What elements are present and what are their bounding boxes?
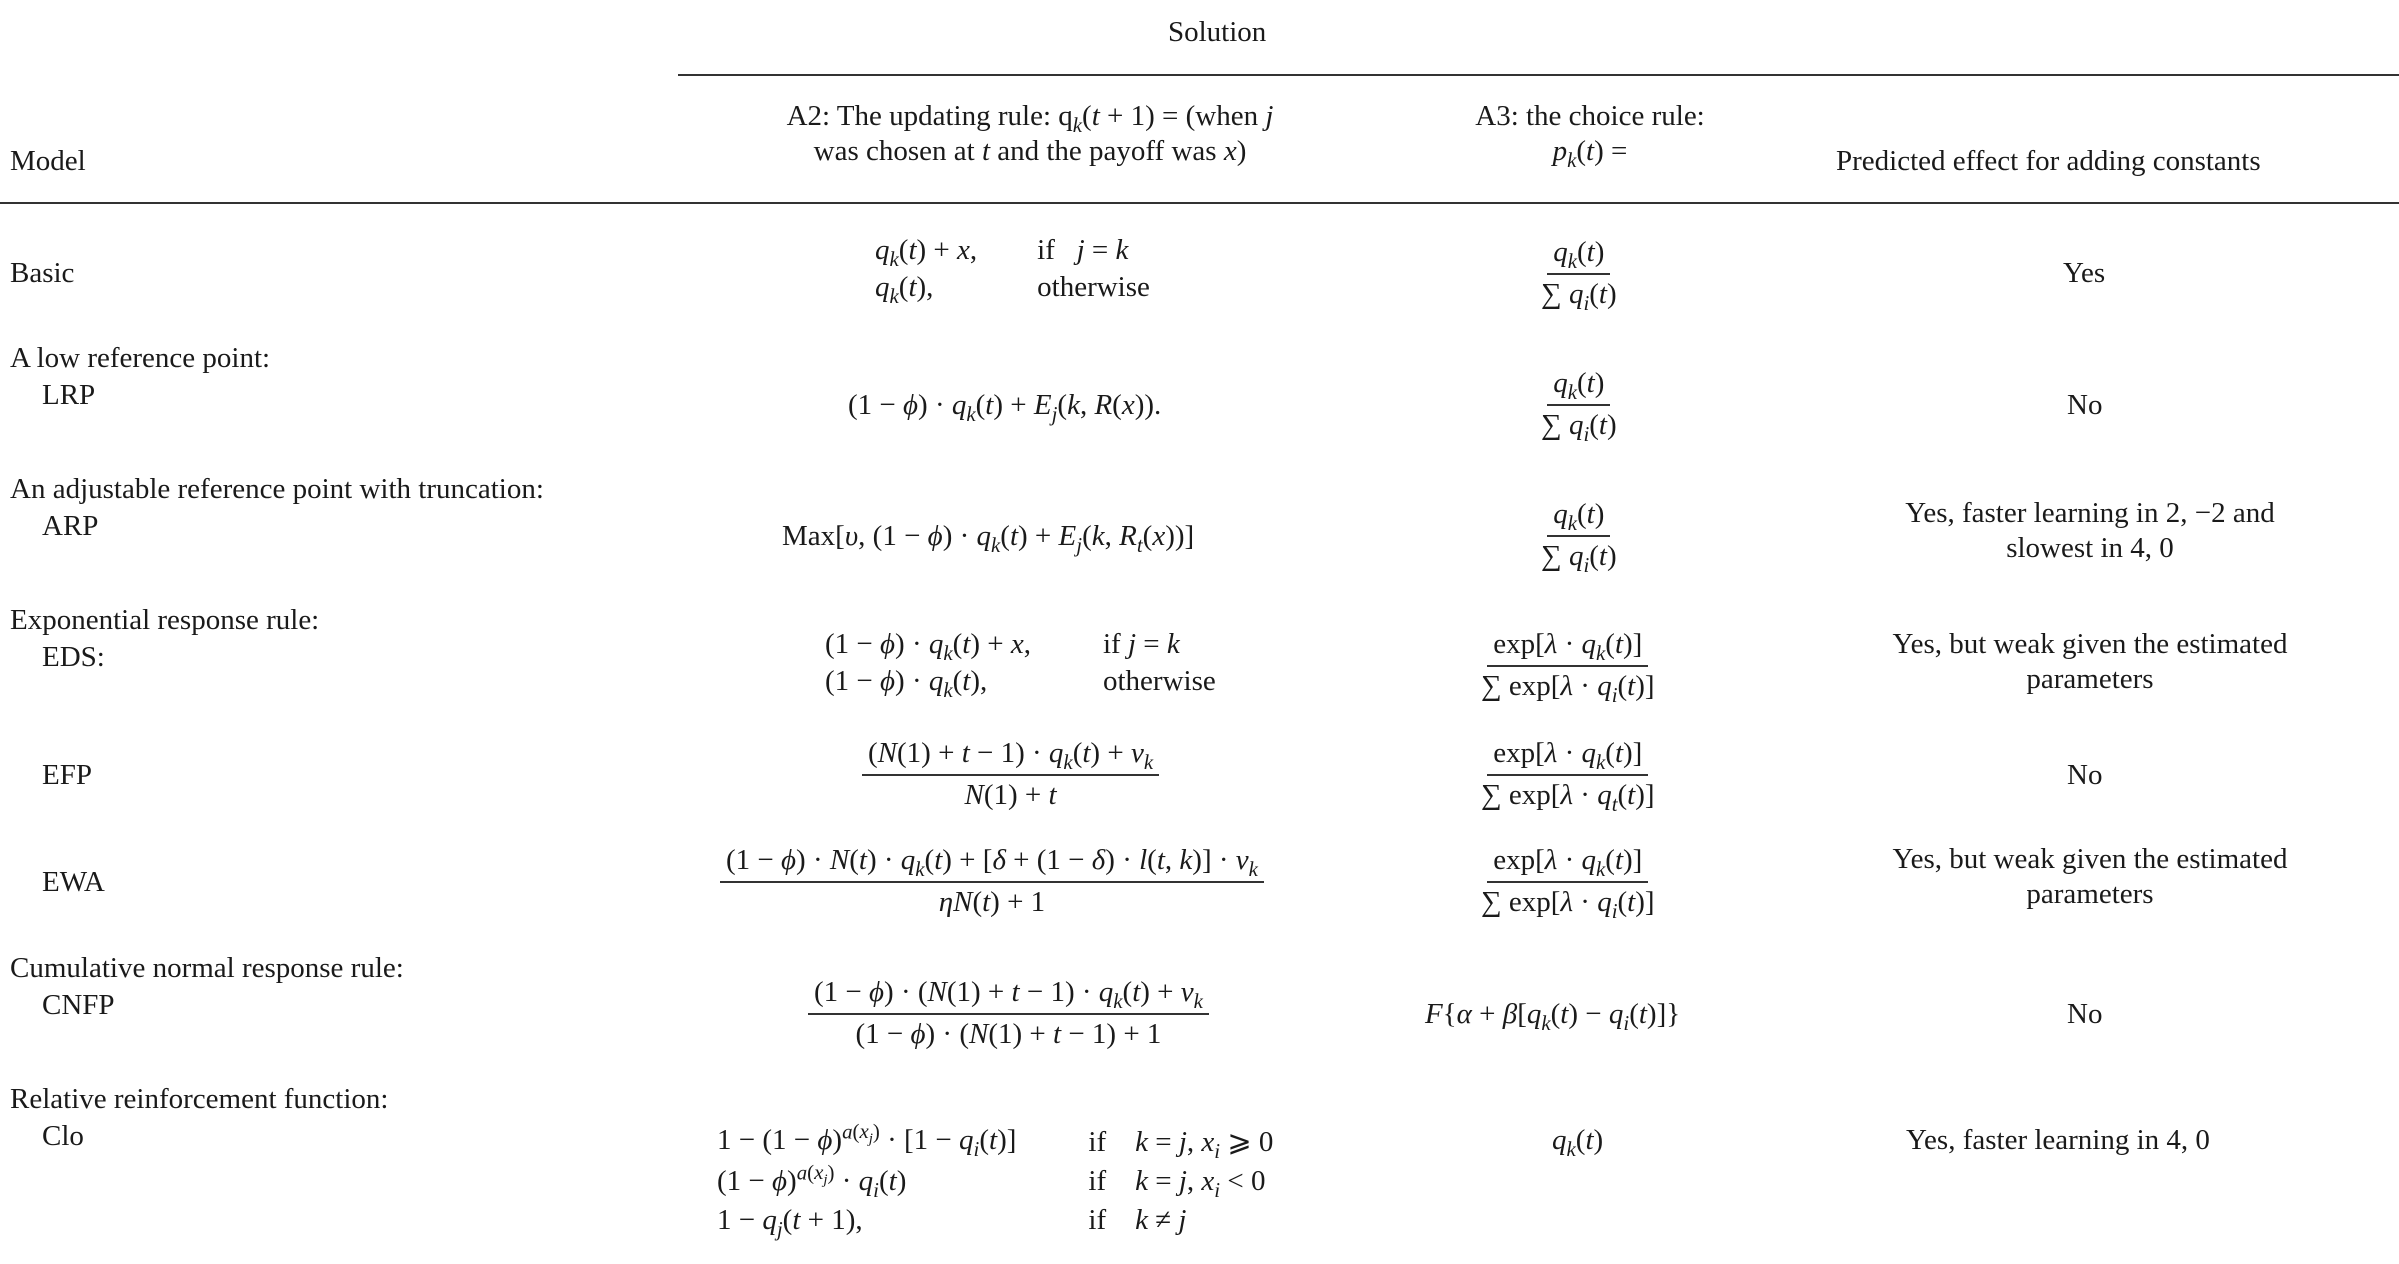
row-clo-update: $1 - (1 - \phi)^{a(x_j)} \cdot [1 - q_i(t)]$ if k = j, $x_i$ ⩾ 0 $(1 - \phi)^{a(x_j)} \cdot q_i(t)$ if k = j, $x_i < 0$ $1 - q_j(t + 1)$, if k ≠ j [717, 1119, 1274, 1241]
row-ewa-update: $\frac{(1 - \phi) \cdot N(t) \cdot q_k(t) + [\delta + (1 - \delta) \cdot l(t, k)] \cdot v_k}{\eta N(t) + 1}$ [720, 844, 1264, 919]
row-efp-label: EFP [42, 759, 92, 791]
row-clo-choice: $q_k(t)$ [1552, 1124, 1604, 1161]
row-basic-effect: Yes [2063, 257, 2106, 289]
row-cnfp-choice: $F\{\alpha + \beta[q_k(t) - q_i(t)]\}$ [1425, 998, 1681, 1035]
header-solution: Solution [1168, 16, 1267, 48]
row-efp-update: $\frac{(N(1) + t - 1) \cdot q_k(t) + v_k}{N(1) + t}$ [862, 737, 1159, 812]
header-model: Model [10, 145, 86, 177]
row-eds-choice: $\frac{\exp[\lambda \cdot q_k(t)]}{\sum \exp[\lambda \cdot q_i(t)]}$ [1481, 628, 1655, 707]
row-eds-label: Exponential response rule: EDS: [10, 604, 320, 673]
row-clo-effect: Yes, faster learning in 4, 0 [1906, 1124, 2210, 1156]
row-lrp-effect: No [2067, 389, 2103, 421]
row-lrp-label: A low reference point: LRP [10, 342, 271, 411]
row-lrp-choice: $\frac{q_k(t)}{\sum q_i(t)}$ [1541, 367, 1617, 446]
row-eds-update: $(1 - \phi) \cdot q_k(t) + x$, if j = k $(1 - \phi) \cdot q_k(t)$, otherwise [825, 628, 1216, 702]
row-clo-label: Relative reinforcement function: Clo [10, 1083, 389, 1152]
row-arp-label: An adjustable reference point with truncation: ARP [10, 473, 544, 542]
row-cnfp-label: Cumulative normal response rule: CNFP [10, 952, 404, 1021]
row-arp-update: Max[υ, $(1 - \phi) \cdot q_k(t) + E_j(k$, $R_t(x)$)] [782, 520, 1195, 557]
row-basic-update: $q_k(t) + x$, if j = k $q_k(t)$, otherwise [875, 234, 1150, 308]
row-arp-effect: Yes, faster learning in 2, −2 and slowest in 4, 0 [1905, 497, 2275, 564]
row-lrp-update: $(1 - \phi) \cdot q_k(t) + E_j(k$, R(x)). [848, 389, 1162, 426]
row-eds-effect: Yes, but weak given the estimated parameters [1892, 628, 2288, 695]
row-efp-choice: $\frac{\exp[\lambda \cdot q_k(t)]}{\sum \exp[\lambda \cdot q_t(t)]}$ [1481, 737, 1655, 816]
row-cnfp-update: $\frac{(1 - \phi) \cdot (N(1) + t - 1) \cdot q_k(t) + v_k}{(1 - \phi) \cdot (N(1) + t - 1) + 1}$ [808, 976, 1209, 1051]
rule-header [0, 202, 2399, 204]
row-basic-label: Basic [10, 257, 75, 289]
header-effect: Predicted effect for adding constants [1836, 145, 2261, 177]
row-cnfp-effect: No [2067, 998, 2103, 1030]
row-ewa-label: EWA [42, 866, 105, 898]
row-arp-choice: $\frac{q_k(t)}{\sum q_i(t)}$ [1541, 498, 1617, 577]
header-a2: A2: The updating rule: $q_k(t + 1)$ = (when j was chosen at t and the payoff was x) [786, 100, 1274, 167]
row-ewa-choice: $\frac{\exp[\lambda \cdot q_k(t)]}{\sum \exp[\lambda \cdot q_i(t)]}$ [1481, 844, 1655, 923]
row-ewa-effect: Yes, but weak given the estimated parameters [1892, 843, 2288, 910]
header-a3: A3: the choice rule: $p_k(t)$ = [1475, 100, 1705, 172]
rule-solution [678, 74, 2399, 76]
row-basic-choice: $\frac{q_k(t)}{\sum q_i(t)}$ [1541, 236, 1617, 315]
row-efp-effect: No [2067, 759, 2103, 791]
